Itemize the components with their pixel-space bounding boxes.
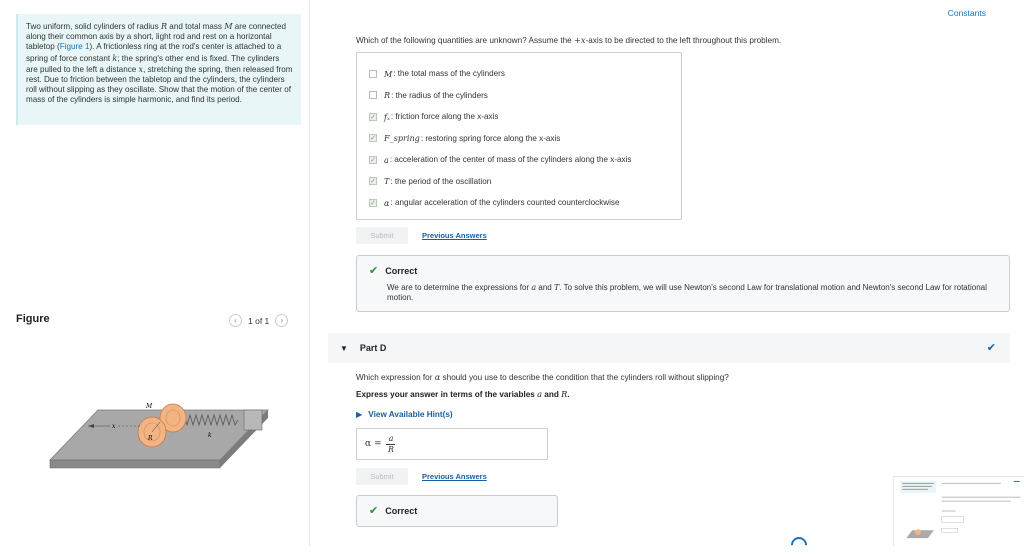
option-label: : angular acceleration of the cylinders counted counterclockwise [390,198,620,208]
problem-text: Two uniform, solid cylinders of radius [26,22,161,31]
option-label: : restoring spring force along the x-axis [420,133,561,143]
part-d-question [356,372,729,382]
problem-text: and total mass [167,22,225,31]
checklist-item[interactable] [369,149,669,171]
plus-x-axis: +x [574,35,586,45]
m-label: M [146,403,153,410]
checklist-item[interactable] [369,192,669,214]
checklist-item[interactable] [369,128,669,150]
caret-right-icon: ▶ [356,410,363,419]
checklist-item[interactable] [369,171,669,193]
answer-fraction [386,435,395,454]
option-label: : the radius of the cylinders [391,90,488,100]
page-thumbnail[interactable] [893,476,1024,546]
instr-text: and [542,390,562,399]
chevron-left-icon[interactable]: ‹ [229,314,242,327]
button-row-2 [356,468,487,485]
var-T: T [553,283,560,292]
option-symbol: a [384,154,389,165]
question-pre: Which expression for [356,373,435,382]
option-symbol: R [384,90,391,101]
chevron-right-icon[interactable]: › [275,314,288,327]
var-R: R [561,389,568,399]
submit-button[interactable]: Submit [356,227,408,244]
option-label: : acceleration of the center of mass of the cylinders along the x-axis [389,155,632,165]
part-title: Part D [359,343,387,353]
answer-lhs: α = [365,439,382,449]
question-post: -axis to be directed to the left throughout this problem. [585,36,782,45]
problem-text: , stretching the spring, then released from rest. Due to friction between the tabletop and the cylinders, the cylinders roll without slipping as they oscillate. Show that the motion of the center of mass of the cylinders is simple harmonic, and find its period. [26,64,293,105]
figure-pager [229,314,288,327]
problem-text: ; the spring's other end is fixed. The cylinders are pulled to the left a distance [26,53,280,74]
question-pre: Which of the following quantities are unknown? Assume the [356,36,575,45]
option-symbol: M [384,68,393,79]
problem-text: are connected along their common axis by a short, light rod and rest on a horizontal tabletop ( [26,22,287,52]
question-post: should you use to describe the condition that the cylinders roll without slipping? [440,373,729,382]
hints-label: View Available Hint(s) [368,409,453,419]
var-a: a [537,389,542,399]
feedback-correct [356,255,1010,312]
var-x: x [138,63,144,74]
problem-text: ). A frictionless ring at the rod's center is attached to a spring of force constant [26,42,282,63]
caret-down-icon[interactable]: ▼ [340,343,348,353]
checklist-item[interactable] [369,106,669,128]
checkbox-checked[interactable]: ✓ [370,156,376,164]
var-alpha: α [434,372,441,382]
var-M: M [224,21,233,31]
figure-link[interactable]: Figure 1 [59,42,90,52]
instr-text: Express your answer in terms of the variables [356,390,538,399]
option-symbol: α [384,197,390,208]
check-icon: ✔ [986,342,996,354]
constants-link[interactable]: Constants [947,8,986,18]
fraction-numerator: a [388,433,394,443]
instr-text: . [567,390,570,399]
submit-button[interactable]: Submit [356,468,408,485]
button-row [356,227,487,244]
checkmark-icon: ✔ [369,505,379,517]
answer-box[interactable] [356,428,548,460]
part-d-header[interactable] [328,333,1010,363]
feedback-title: Correct [385,505,418,516]
spring-anchor [244,410,262,430]
feedback-text: We are to determine the expressions for [387,283,532,292]
checkbox-checked[interactable]: ✓ [370,178,376,186]
option-label: : the period of the oscillation [390,176,492,186]
option-symbol: T [384,176,390,187]
previous-answers-link[interactable]: Previous Answers [422,231,487,240]
part-d-instructions [356,389,570,399]
option-symbol: F_spring [384,133,420,144]
var-R: R [160,21,168,31]
unknowns-checklist [356,52,682,220]
var-a: a [531,283,537,292]
right-panel [310,0,1024,546]
question-text [356,35,781,45]
checkbox-unchecked[interactable] [369,70,377,78]
feedback-body [387,283,997,303]
checkbox-checked[interactable]: ✓ [370,135,376,143]
previous-answers-link[interactable]: Previous Answers [422,472,487,481]
checklist-item[interactable] [369,85,669,107]
tabletop-edge [50,460,220,468]
view-hints-link[interactable] [356,409,453,419]
fraction-denominator: R [387,444,394,454]
feedback-title: Correct [385,265,418,276]
loading-spinner-icon [788,534,811,556]
feedback-text: . To solve this problem, we will use Newton's second Law for translational motion and Newton's second Law for rotational motion. [387,283,987,302]
feedback-correct-2 [356,495,558,527]
k-label: k [208,432,212,439]
r-label: R [148,435,153,442]
feedback-text: and [536,283,554,292]
figure-label: Figure [16,313,50,325]
problem-statement [16,14,301,125]
checkbox-checked[interactable]: ✓ [370,113,376,121]
checkmark-icon: ✔ [369,265,379,277]
option-label: : friction force along the x-axis [390,112,499,122]
var-k: k [112,52,118,63]
left-panel [0,0,310,546]
cylinder-spring-figure [48,396,270,476]
checkbox-checked[interactable]: ✓ [370,199,376,207]
x-label: x [112,423,116,430]
option-label: : the total mass of the cylinders [393,69,505,79]
checklist-item[interactable] [369,63,669,85]
option-symbol: fₓ [384,111,390,122]
checkbox-unchecked[interactable] [369,91,377,99]
pager-text: 1 of 1 [248,315,270,326]
